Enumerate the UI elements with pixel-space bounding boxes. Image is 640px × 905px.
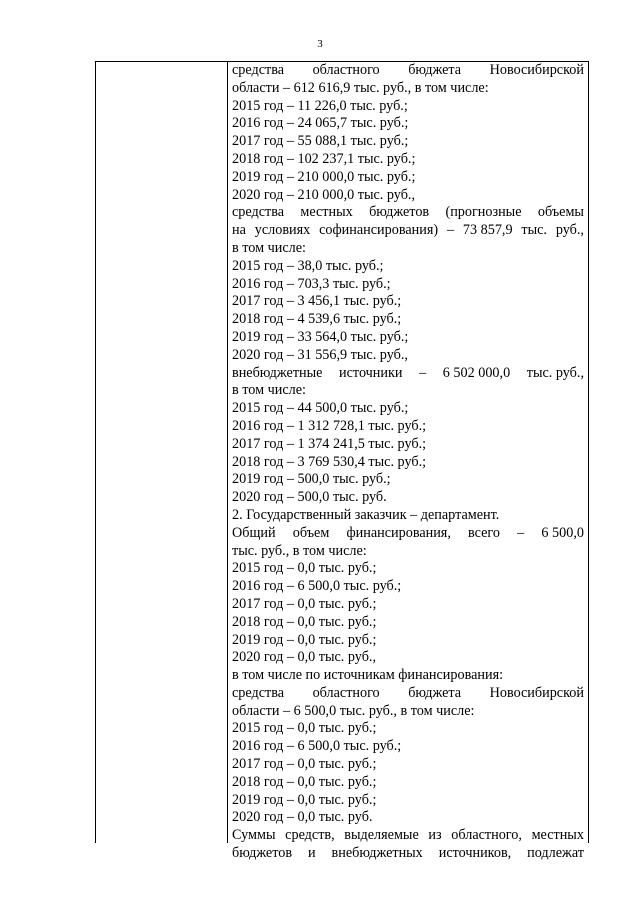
text-line: 2015 год – 38,0 тыс. руб.;	[232, 257, 384, 274]
text-line	[232, 525, 584, 543]
text-word: руб.,	[555, 222, 584, 239]
text-line	[232, 204, 584, 222]
text-word: Новосибирской	[489, 62, 584, 78]
text-word: софинансирования)	[319, 222, 439, 239]
text-line: в том числе:	[232, 239, 306, 256]
text-word: 6 500,0	[541, 524, 584, 541]
text-line: 2017 год – 55 088,1 тыс. руб.;	[232, 133, 409, 150]
text-line: области – 6 500,0 тыс. руб., в том числе:	[232, 702, 475, 719]
text-line: 2018 год – 4 539,6 тыс. руб.;	[232, 311, 402, 328]
text-word: (прогнозные	[445, 204, 522, 221]
text-word: областного	[312, 62, 380, 78]
text-line: 2018 год – 0,0 тыс. руб.;	[232, 773, 377, 790]
text-line: 2020 год – 500,0 тыс. руб.	[232, 489, 387, 506]
page-number: 3	[317, 38, 323, 50]
text-word: бюджетов	[369, 204, 430, 221]
text-line: 2020 год – 31 556,9 тыс. руб.,	[232, 346, 408, 363]
text-word: средства	[232, 684, 285, 701]
text-line: 2020 год – 0,0 тыс. руб.	[232, 809, 373, 826]
text-word: условиях	[254, 222, 311, 239]
text-word: –	[419, 364, 427, 381]
text-line: 2017 год – 3 456,1 тыс. руб.;	[232, 293, 402, 310]
text-line: 2016 год – 24 065,7 тыс. руб.;	[232, 115, 409, 132]
table-left-column	[96, 62, 228, 843]
text-word: бюджета	[408, 684, 462, 701]
text-line	[232, 845, 584, 863]
text-word: –	[517, 524, 525, 541]
text-line: 2020 год – 210 000,0 тыс. руб.,	[232, 186, 416, 203]
text-word: выделяемые	[344, 827, 419, 844]
text-line: 2016 год – 1 312 728,1 тыс. руб.;	[232, 417, 427, 434]
text-line	[232, 365, 584, 383]
text-word: областного	[312, 684, 380, 701]
text-word: бюджетов	[232, 845, 293, 862]
text-line: области – 612 616,9 тыс. руб., в том числе:	[232, 79, 489, 96]
text-line	[232, 222, 584, 240]
text-word: источников,	[438, 845, 512, 862]
table-right-column	[228, 62, 588, 862]
text-word: бюджета	[408, 62, 462, 78]
text-word: подлежат	[527, 845, 584, 862]
text-word: всего	[468, 524, 500, 541]
text-word: местных	[531, 827, 584, 844]
text-line: 2015 год – 0,0 тыс. руб.;	[232, 560, 377, 577]
text-line: 2020 год – 0,0 тыс. руб.,	[232, 649, 377, 666]
text-word: объем	[292, 524, 330, 541]
text-word: из	[428, 827, 442, 844]
text-line: 2016 год – 6 500,0 тыс. руб.;	[232, 578, 402, 595]
text-word: Общий	[232, 524, 276, 541]
text-word: средства	[232, 62, 285, 78]
text-word: тыс.	[521, 222, 547, 239]
text-line: 2017 год – 0,0 тыс. руб.;	[232, 595, 377, 612]
text-line: 2019 год – 500,0 тыс. руб.;	[232, 471, 391, 488]
text-line: 2019 год – 210 000,0 тыс. руб.;	[232, 168, 416, 185]
text-line: в том числе по источникам финансирования:	[232, 667, 504, 684]
text-line: 2016 год – 703,3 тыс. руб.;	[232, 275, 391, 292]
text-word: средства	[232, 204, 285, 221]
text-word: внебюджетных	[331, 845, 423, 862]
text-line: 2018 год – 0,0 тыс. руб.;	[232, 613, 377, 630]
text-word: 6 502 000,0	[442, 364, 511, 381]
text-line: 2019 год – 33 564,0 тыс. руб.;	[232, 328, 409, 345]
text-word: средств,	[285, 827, 335, 844]
text-word: 73 857,9	[462, 222, 513, 239]
text-line: 2018 год – 3 769 530,4 тыс. руб.;	[232, 453, 427, 470]
text-line: 2015 год – 44 500,0 тыс. руб.;	[232, 400, 409, 417]
text-word: тыс. руб.,	[526, 364, 584, 381]
text-word: объемы	[537, 204, 584, 221]
text-line: 2. Государственный заказчик – департамент.	[232, 506, 500, 523]
text-line: 2015 год – 0,0 тыс. руб.;	[232, 720, 377, 737]
text-line: 2018 год – 102 237,1 тыс. руб.;	[232, 150, 416, 167]
text-line: 2015 год – 11 226,0 тыс. руб.;	[232, 97, 408, 114]
text-line: 2019 год – 0,0 тыс. руб.;	[232, 791, 377, 808]
text-word: местных	[300, 204, 353, 221]
text-word: внебюджетные	[232, 364, 323, 381]
text-line	[232, 827, 584, 845]
text-line: 2019 год – 0,0 тыс. руб.;	[232, 631, 377, 648]
text-word: Новосибирской	[489, 684, 584, 701]
text-word: на	[232, 222, 246, 239]
text-line: 2017 год – 0,0 тыс. руб.;	[232, 756, 377, 773]
financing-table	[95, 61, 589, 862]
text-line: 2016 год – 6 500,0 тыс. руб.;	[232, 738, 402, 755]
text-line	[232, 62, 584, 80]
text-word: Суммы	[232, 827, 276, 844]
text-line	[232, 685, 584, 703]
text-line: в том числе:	[232, 382, 306, 399]
text-word: финансирования,	[346, 524, 451, 541]
text-line: тыс. руб., в том числе:	[232, 542, 367, 559]
text-line: 2017 год – 1 374 241,5 тыс. руб.;	[232, 435, 427, 452]
text-word: –	[446, 222, 455, 239]
text-word: областного,	[451, 827, 522, 844]
text-word: источники	[339, 364, 403, 381]
text-word: и	[308, 845, 316, 862]
